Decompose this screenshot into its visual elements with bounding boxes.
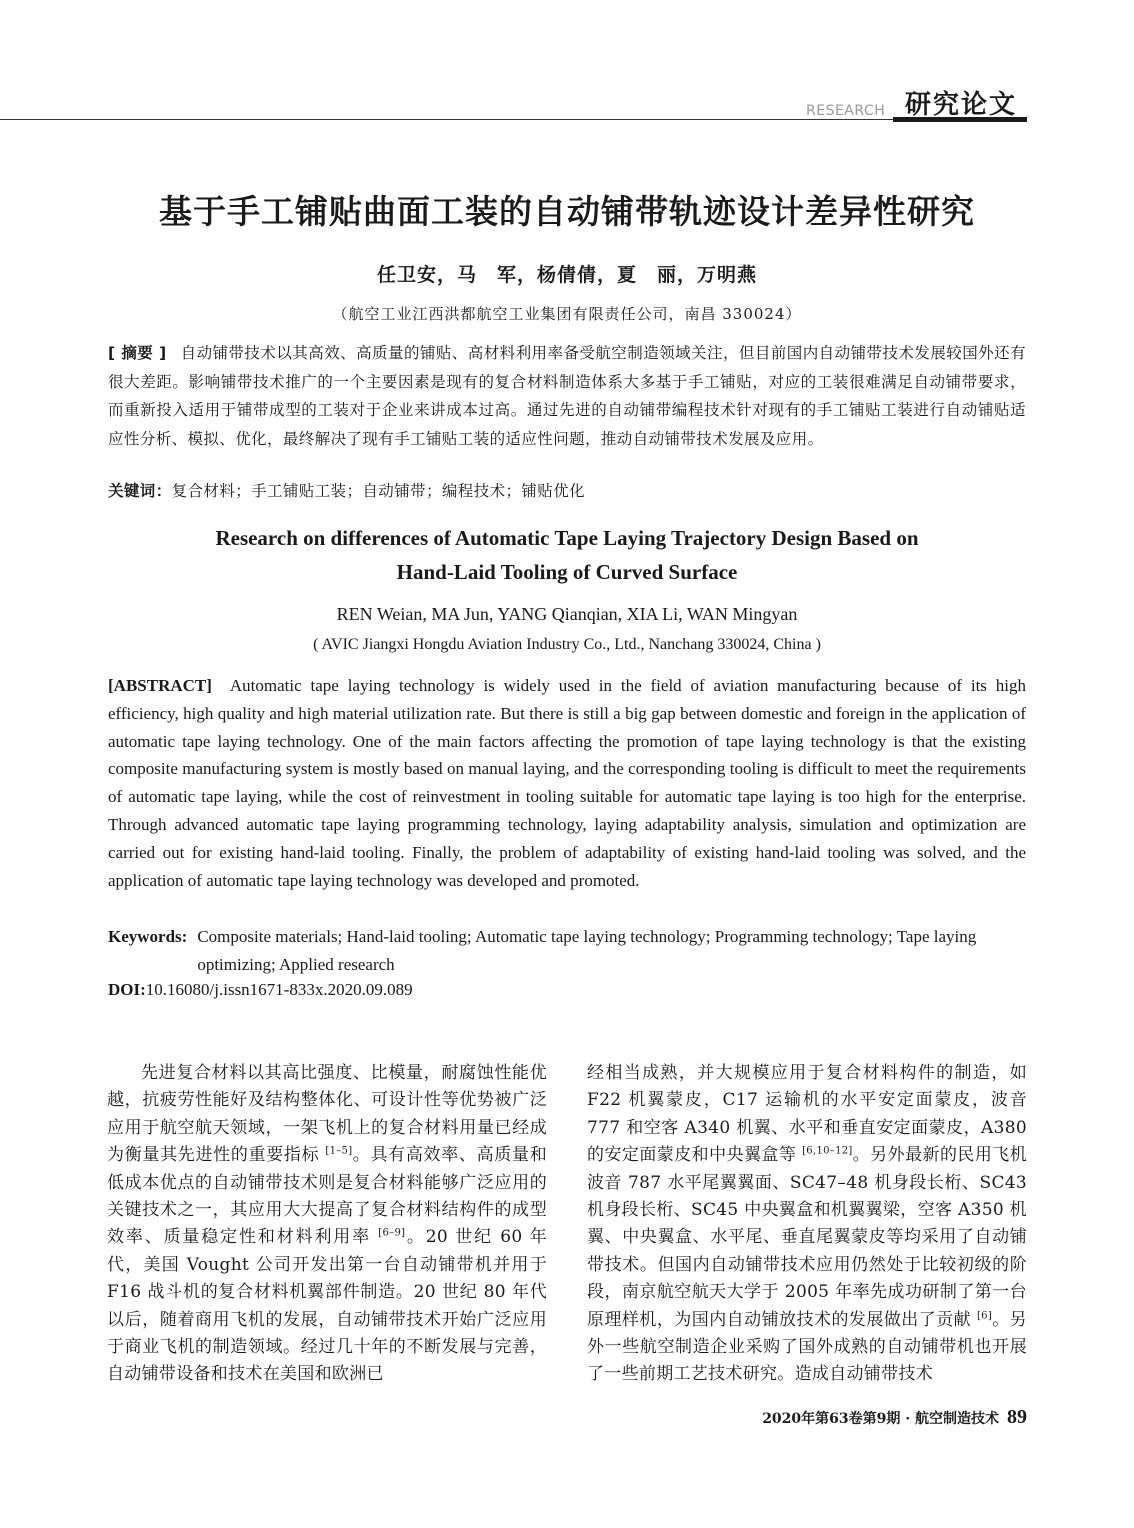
- section-label-cn: 研究论文: [905, 90, 1018, 120]
- keywords-en-label: Keywords:: [108, 927, 188, 946]
- body-right-text-1: 经相当成熟，并大规模应用于复合材料构件的制造，如 F22 机翼蒙皮，C17 运输机的水平安定面蒙皮，波音 777 和空客 A340 机翼、水平和垂直安定面蒙皮，A380 的安定面蒙皮和中央翼盒等: [587, 1063, 1027, 1166]
- citation-ref: [6,10–12]: [802, 1145, 853, 1157]
- journal-issue: 2020年第63卷第9期 · 航空制造技术: [762, 1411, 999, 1427]
- keywords-en: [108, 923, 1026, 979]
- page-footer: [762, 1406, 1027, 1429]
- body-column-left: [107, 1060, 547, 1389]
- paper-title-cn: 基于手工铺贴曲面工装的自动铺带轨迹设计差异性研究: [159, 192, 975, 231]
- authors-en: REN Weian, MA Jun, YANG Qianqian, XIA Li, WAN Mingyan: [336, 604, 798, 624]
- keywords-cn-label: 关键词：: [108, 482, 172, 500]
- doi: [108, 980, 413, 1000]
- keywords-cn-text: 复合材料；手工铺贴工装；自动铺带；编程技术；铺贴优化: [171, 482, 586, 500]
- body-left-text-1: 先进复合材料以其高比强度、比模量，耐腐蚀性能优越，抗疲劳性能好及结构整体化、可设计性等优势被广泛应用于航空航天领域，一架飞机上的复合材料用量已经成为衡量其先进性的重要指标: [107, 1063, 547, 1166]
- paper-title-en: [0, 521, 1134, 589]
- body-right-text-3: 。另外一些航空制造企业采购了国外成熟的自动铺带机也开展了一些前期工艺技术研究。造成自动铺带技术: [587, 1309, 1027, 1385]
- header-rule: [0, 119, 1027, 120]
- abstract-en-text: Automatic tape laying technology is widely used in the field of aviation manufacturing because of its high efficiency, high quality and high material utilization rate. But there is still a big gap between domestic and foreign in the application of automatic tape laying technology. One of the main factors affecting the promotion of tape laying technology is that the existing composite manufacturing system is mostly based on manual laying, and the corresponding tooling is difficult to meet the requirements of automatic tape laying, while the cost of reinvestment in tooling suitable for automatic tape laying is too high for the enterprise. Through advanced automatic tape laying programming technology, laying adaptability analysis, simulation and optimization are carried out for existing hand-laid tooling. Finally, the problem of adaptability of existing hand-laid tooling was solved, and the application of automatic tape laying technology was developed and promoted.: [108, 676, 1026, 890]
- abstract-cn-label: [ 摘要 ]: [108, 344, 167, 362]
- body-left-text-3: 。20 世纪 60 年代，美国 Vought 公司开发出第一台自动铺带机并用于 F16 战斗机的复合材料机翼部件制造。20 世纪 80 年代以后，随着商用飞机的发展，自动铺带技术开始广泛应用于商业飞机的制造领域。经过几十年的不断发展与完善，自动铺带设备和技术在美国和欧洲已: [107, 1227, 547, 1385]
- paper-title-en-line1: Research on differences of Automatic Tape Laying Trajectory Design Based on: [215, 526, 919, 550]
- doi-label: DOI:: [108, 980, 146, 999]
- abstract-en-label: [ABSTRACT]: [108, 676, 212, 695]
- section-label-en: RESEARCH: [806, 103, 886, 119]
- citation-ref: [6]: [976, 1310, 993, 1321]
- affiliation-cn: （航空工业江西洪都航空工业集团有限责任公司，南昌 330024）: [332, 305, 802, 323]
- keywords-en-text: Composite materials; Hand-laid tooling; Automatic tape laying technology; Programming technology; Tape laying optimizing; Applied research: [197, 927, 977, 974]
- abstract-en: [108, 672, 1026, 894]
- authors-cn: 任卫安，马 军，杨倩倩，夏 丽，万明燕: [376, 264, 757, 286]
- paper-title-en-line2: Hand-Laid Tooling of Curved Surface: [396, 560, 738, 584]
- body-left-text-2: 。具有高效率、高质量和低成本优点的自动铺带技术则是复合材料能够广泛应用的关键技术之一，其应用大大提高了复合材料结构件的成型效率、质量稳定性和材料利用率: [107, 1145, 547, 1248]
- abstract-cn: [108, 339, 1026, 453]
- citation-ref: [1–5]: [325, 1145, 353, 1157]
- abstract-cn-text: 自动铺带技术以其高效、高质量的铺贴、高材料利用率备受航空制造领域关注，但目前国内自动铺带技术发展较国外还有很大差距。影响铺带技术推广的一个主要因素是现有的复合材料制造体系大多基于手工铺贴，对应的工装很难满足自动铺带要求，而重新投入适用于铺带成型的工装对于企业来讲成本过高。通过先进的自动铺带编程技术针对现有的手工铺贴工装进行自动铺贴适应性分析、模拟、优化，最终解决了现有手工铺贴工装的适应性问题，推动自动铺带技术发展及应用。: [108, 344, 1026, 448]
- page-number: 89: [1007, 1406, 1027, 1428]
- body-right-text-2: 。另外最新的民用飞机波音 787 水平尾翼翼面、SC47–48 机身段长桁、SC43 机身段长桁、SC45 中央翼盒和机翼翼梁，空客 A350 机翼、中央翼盒、水平尾、垂直尾翼蒙皮等均采用了自动铺带技术。但国内自动铺带技术应用仍然处于比较初级的阶段，南京航空航天大学于 2005 年率先成功研制了第一台原理样机，为国内自动铺放技术的发展做出了贡献: [587, 1145, 1027, 1330]
- doi-value: 10.16080/j.issn1671-833x.2020.09.089: [145, 980, 413, 999]
- keywords-cn: [108, 479, 1026, 501]
- body-column-right: [587, 1060, 1027, 1389]
- citation-ref: [6–9]: [378, 1227, 406, 1239]
- affiliation-en: ( AVIC Jiangxi Hongdu Aviation Industry Co., Ltd., Nanchang 330024, China ): [313, 636, 821, 653]
